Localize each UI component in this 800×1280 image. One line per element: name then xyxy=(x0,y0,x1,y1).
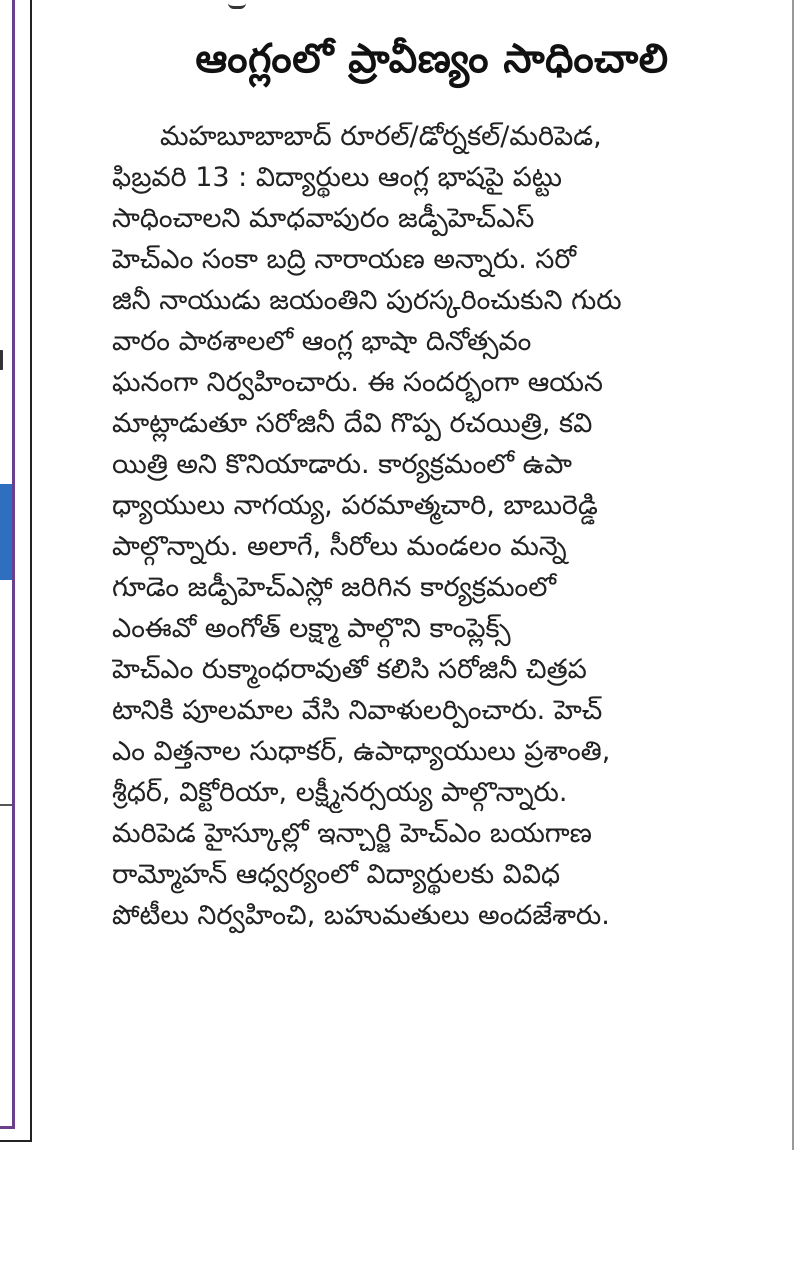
article-line: టానికి పూలమాల వేసి నివాళులర్పించారు. హెచ్ xyxy=(112,695,603,726)
article-line: మాట్లాడుతూ సరోజినీ దేవి గొప్ప రచయిత్రి, కవి xyxy=(112,408,593,439)
article-line: ధ్యాయులు నాగయ్య, పరమాత్మచారి, బాబురెడ్డి xyxy=(112,490,598,521)
article-headline: ఆంగ్లంలో ప్రావీణ్యం సాధించాలి xyxy=(195,36,669,82)
box-border-bottom-outer xyxy=(0,1140,32,1142)
adjacent-text-fragment xyxy=(0,350,9,370)
article-line: మహబూబాబాద్ రూరల్/డోర్నకల్/మరిపెడ, xyxy=(160,121,602,152)
article-line: శ్రీధర్, విక్టోరియా, లక్ష్మీనర్సయ్య పాల్గొన్నారు. xyxy=(112,777,568,808)
article-line: గూడెం జడ్పీహెచ్ఎస్లో జరిగిన కార్యక్రమంలో xyxy=(112,572,557,603)
adjacent-color-block xyxy=(0,484,12,580)
article-line: మరిపెడ హైస్కూల్లో ఇన్చార్జి హెచ్ఎం బయగాణ xyxy=(112,818,592,849)
adjacent-divider-line xyxy=(0,804,12,806)
adjacent-article-fragment xyxy=(228,0,246,9)
article-line: వారం పాఠశాలలో ఆంగ్ల భాషా దినోత్సవం xyxy=(112,326,532,357)
article-line: యిత్రి అని కొనియాడారు. కార్యక్రమంలో ఉపా xyxy=(112,449,573,480)
column-divider-inner xyxy=(12,0,15,1128)
column-divider-outer xyxy=(30,0,32,1142)
article-body xyxy=(112,116,752,936)
article-line: రామ్మోహన్ ఆధ్వర్యంలో విద్యార్థులకు వివిధ xyxy=(112,859,561,890)
article-line: ఘనంగా నిర్వహించారు. ఈ సందర్భంగా ఆయన xyxy=(112,367,603,398)
article-line: హెచ్ఎం రుక్మాంధరావుతో కలిసి సరోజినీ చిత్రప xyxy=(112,654,587,685)
box-border-bottom-inner xyxy=(0,1126,15,1129)
article-line: జినీ నాయుడు జయంతిని పురస్కరించుకుని గురు xyxy=(112,285,622,316)
column-divider-right xyxy=(792,0,794,1150)
article-line: పోటీలు నిర్వహించి, బహుమతులు అందజేశారు. xyxy=(112,900,610,931)
article-line: ఎం విత్తనాల సుధాకర్, ఉపాధ్యాయులు ప్రశాంతి, xyxy=(112,736,611,767)
news-article xyxy=(112,28,752,936)
article-line: హెచ్ఎం సంకా బద్రి నారాయణ అన్నారు. సరో xyxy=(112,244,577,275)
article-line: సాధించాలని మాధవాపురం జడ్పీహెచ్ఎస్ xyxy=(112,203,535,234)
article-line: ఫిబ్రవరి 13 : విద్యార్థులు ఆంగ్ల భాషపై పట్టు xyxy=(112,162,562,193)
article-line: ఎంఈవో అంగోత్ లక్ష్మా పాల్గొని కాంప్లెక్స్ xyxy=(112,613,511,644)
article-line: పాల్గొన్నారు. అలాగే, సీరోలు మండలం మన్నె xyxy=(112,531,567,562)
